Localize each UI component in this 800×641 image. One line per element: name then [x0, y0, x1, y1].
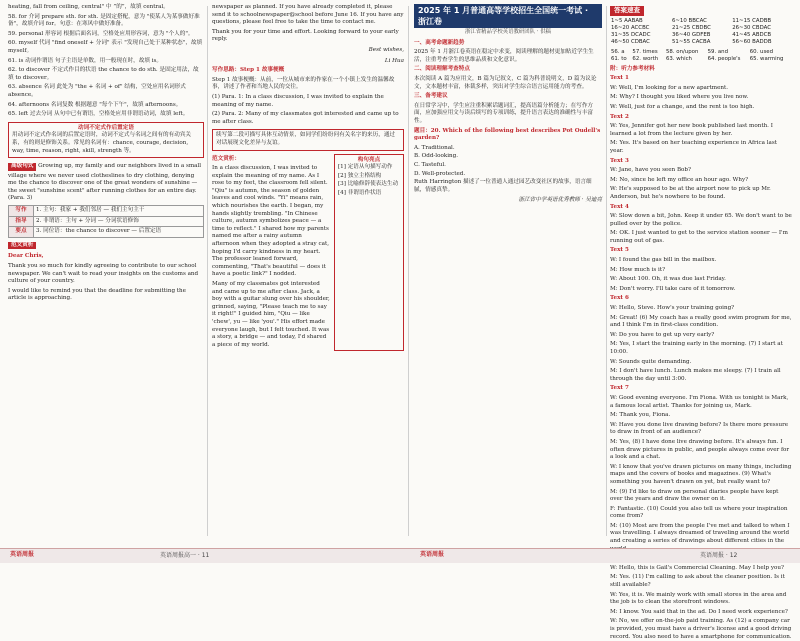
table-row: [9, 227, 204, 238]
letter-signature: Li Hua: [384, 57, 404, 64]
footer-page-left: 英语周报高一 · 11: [160, 552, 210, 559]
answer-word: 56. a: [611, 48, 625, 55]
table-row-label: 指导: [9, 216, 34, 227]
answer-range: 46~50 CDBAC: [611, 38, 650, 45]
listening-line: M: Don't worry. I'll take care of it tomorrow.: [610, 285, 736, 292]
writing-guide-table: [8, 205, 204, 238]
explanation-item: 58. for 介词 prepare sth. for sth. 是固定搭配，意为 "使某人为某事做好准备"，故填介词 for。句意：在寒风中做好准备。: [8, 13, 200, 28]
listening-line: W: I found the gas bill in the mailbox.: [610, 257, 717, 264]
question-prompt: 题目：20. Which of the following best describes Pot Oudell's garden?: [414, 127, 601, 142]
answer-option: B. Odd-looking.: [414, 153, 458, 160]
table-row: [9, 216, 204, 227]
column-divider: [606, 6, 607, 536]
question-options: [414, 145, 602, 178]
listening-line: W: He's supposed to be at the airport now to pick up Mr. Anderson, but he's nowhere to be found.: [610, 186, 771, 200]
column-1: [8, 4, 204, 544]
answer-range: 11~15 CADBB: [732, 17, 772, 24]
writing-steps: [212, 77, 404, 127]
listening-line: W: Do you have to get up very early?: [610, 331, 715, 338]
answer-word: 57. times: [632, 48, 658, 55]
answer-option: D. Well-protected.: [414, 170, 466, 177]
listening-line: M: I know. You said that in the ad. Do I need work experience?: [610, 608, 788, 615]
answer-range: 56~60 BADDB: [732, 38, 772, 45]
listening-line: F: Fantastic. (10) Could you also tell us where your inspiration come from?: [610, 505, 788, 520]
listening-text-title: Text 3: [610, 157, 629, 164]
listening-line: M: (10) Most are from the people I've met and talked to when I was travelling. I always dreamed of traveling around the world and creating a series of drawings about different cities in the: [610, 522, 790, 545]
answer-range: 16~20 ACCBC: [611, 24, 650, 31]
letter-paragraph: newspaper as planned. If you have already completed it, please send it to schoolnewspaper@school before June 16. If you have any questions, please feel free to take the time to contact me.: [212, 4, 404, 26]
listening-line: W: Hello, this is Gail's Commercial Cleaning. May I help you?: [610, 564, 784, 571]
table-row-label: 写作: [9, 206, 34, 217]
answer-range: 36~40 GDFEB: [671, 31, 711, 38]
table-row: [9, 206, 204, 217]
listening-line: W: Hello, Steve. How's your training going?: [610, 305, 735, 312]
writing-hint-text: 续写第二段可描写具体互动情景，如同学们纷纷问有关名字的来历，通过对话展现文化差异与友谊。: [216, 132, 396, 146]
publisher-logo: 英语周报: [10, 551, 35, 558]
listening-line: W: Jane, have you seen Bob?: [610, 167, 691, 174]
explanation-item: 61. is 动词作谓语 句子主语是单数，用一般现在时，故填 is。: [8, 57, 162, 64]
explanation-item: heating, fall from ceiling, central" 中 ”的”，故填 central。: [8, 4, 169, 10]
grammar-note-text: Growing up, my family and our neighbors lived in a small village where we never used clotheslines to dry clothing, denying me the chance to discover one of the great wonders of sunshine — the sweet "sunshine scent" after running clothes for an entire day. (Para. 3): [8, 163, 202, 202]
exam-subtitle: 浙江省精品学校英语教研团队 · 供稿: [464, 29, 551, 35]
page-divider: [408, 6, 409, 536]
explanation-item: 62. to discover 不定式作目的状语 the chance to do sth. 是固定用法，故填 to discover。: [8, 67, 199, 81]
listening-line: W: No, we offer on-the-job paid training. As (12) a company car is provided, you must have a driver's license and a good driving record. You also need to have a smartphone for communication.: [610, 618, 792, 640]
letter-paragraph: Thank you for your time and effort. Looking forward to your early reply.: [212, 28, 399, 43]
listening-line: W: Slow down a bit, John. Keep it under 65. We don't want to be pulled over by the police.: [610, 213, 792, 227]
explanation-item: 63. absence 名词 此处为 "the + 名词 + of" 结构，空处应用名词形式 absence。: [8, 84, 186, 98]
grammar-box-title: 动词不定式作后置定语: [78, 124, 134, 131]
sample-section: [212, 154, 404, 352]
highlight-item: [4] 非谓语作状语: [338, 189, 382, 196]
answer-explanations-top: [8, 4, 204, 56]
listening-text-title: Text 5: [610, 247, 629, 254]
listening-line: M: Yes. (11) I'm calling to ask about the cleaner position. Is it still available?: [610, 574, 785, 589]
highlight-item: [1] 定语从句描写动作: [338, 164, 393, 171]
listening-line: W: About 100. Oh, it was due last Friday.: [610, 276, 726, 283]
answer-words-table: [610, 49, 792, 63]
writing-step: Step 1 故事梗概：从前，一位从城市来的作家在一个小镇上发生的温馨故事，讲述了作者和当地人民的交往。: [212, 76, 395, 91]
writing-steps-title: 写作思路：Step 1 故事梗概: [212, 67, 285, 74]
highlights-sidebar: [334, 154, 404, 352]
listening-line: W: Well, I'm looking for a new apartment.: [610, 84, 729, 91]
listening-text-title: Text 4: [610, 203, 629, 210]
section-text: 在日常学习中，学生应注重积累话题词汇，提高语篇分析能力；在写作方面，应加强应用文与读后续写的专项训练，提升语言表达的准确性与丰富性。: [414, 102, 594, 124]
highlight-item: [3] 比喻修辞使表达生动: [338, 181, 399, 188]
footer-page-right: 英语周报 · 12: [700, 552, 738, 559]
highlight-item: [2] 独立主格结构: [338, 172, 382, 179]
listening-line: W: Good evening everyone. I'm Fiona. With us tonight is Mark, a famous local artist. Thanks for joining us, Mark.: [610, 394, 789, 409]
sample-title: 范文赏析：: [212, 155, 240, 162]
answer-word: 58. on/upon: [665, 48, 699, 55]
explanation-item: 64. afternoons 名词复数 根据题意 "每个下午"，故填 afternoons。: [8, 101, 182, 108]
letter-paragraph: I would like to remind you that the deadline for submitting the article is approaching.: [8, 287, 186, 302]
answer-range: 31~35 DCADC: [611, 31, 651, 38]
explanation-item: 60. myself 代词 "find oneself + 分词" 表示 "发现自己处于某种状态"，故填 myself。: [8, 40, 203, 54]
highlights-title: 构句亮点: [357, 156, 381, 163]
analysis-sections: [414, 40, 602, 126]
writing-step: (1) Para. 1: In a class discussion, I was invited to explain the meaning of my name.: [212, 93, 384, 108]
table-row-text: 2. 非谓语：主句 + 分词 — 分词状语修饰: [34, 216, 204, 227]
listening-title: 附：听力参考材料: [610, 65, 655, 72]
listening-line: W: Sounds quite demanding.: [610, 358, 692, 365]
answer-range: 41~45 ABDCB: [732, 31, 772, 38]
listening-line: W: I know that you've drawn pictures on many things, including maps and the covers of books and magazines. (9) What's something you haven't drawn on yet, but really want to?: [610, 463, 792, 485]
listening-line: M: OK. I just wanted to get to the service station sooner — I'm running out of gas.: [610, 230, 788, 244]
grammar-box: [8, 122, 204, 158]
listening-line: M: Yes, I start the training early in the morning. (7) I start at 10:00.: [610, 341, 783, 355]
explanation-item: 59. personal 形容词 根据后面名词，空格处应用形容词，意为 "个人的"。: [8, 30, 194, 37]
answer-option: C. Tasteful.: [414, 161, 446, 168]
answer-range: 26~30 CBDAC: [732, 24, 772, 31]
listening-line: W: Have you done live drawing before? Is there more pressure to draw in front of an audience?: [610, 421, 789, 436]
column-divider: [207, 6, 208, 536]
column-2: [212, 4, 404, 544]
answer-option: A. Traditional.: [414, 144, 455, 151]
answer-word: 60. used: [749, 48, 773, 55]
letter-body: [8, 263, 204, 303]
answer-word: 62. worth: [632, 55, 659, 62]
analysis-closing: Ruth Harrington 描述了一位普通人通过园艺改变社区的故事，语言细腻，情感真挚。: [414, 179, 592, 193]
grammar-box-text: 用动词不定式作名词的后置定语时，动词不定式与名词之间有的有动宾关系，有的则是修饰关系。常见的名词有：chance, courage, decision, way, time, reason, right, skill, strength 等。: [12, 132, 192, 154]
listening-line: M: No, since he left my office an hour ago. Why?: [610, 176, 749, 183]
listening-line: M: Yes, (8) I have done live drawing before. It's always fun. I often draw pictures in public, and people always come over for a look and a chat.: [610, 438, 790, 461]
listening-line: M: Great! (6) My coach has a really good swim program for me, and I think I'm in first-class condition.: [610, 314, 792, 329]
listening-text-title: Text 2: [610, 113, 629, 120]
answer-word: 59. and: [707, 48, 729, 55]
explanation-item: 65. left 过去分词 从句中已有谓语，空格处应用非谓语动词，故填 left。: [8, 111, 189, 118]
listening-line: M: (9) I'd like to draw on personal diaries people have kept over the years and draw the owner on it.: [610, 488, 779, 503]
column-3: [414, 4, 602, 544]
answer-range: 21~25 CBDBC: [671, 24, 711, 31]
listening-line: M: I don't have lunch. Lunch makes me sleepy. (7) I train all through the day until 3:00.: [610, 368, 781, 382]
listening-line: W: Yes, it is. We mainly work with small stores in the area and the job is to clean the storefront windows.: [610, 591, 787, 606]
answer-key-table: [610, 18, 792, 46]
answer-word: 61. to: [611, 55, 627, 62]
publisher-logo: 英语周报: [420, 551, 445, 558]
footer-strip-right: [400, 548, 800, 563]
letter-continued: [212, 4, 404, 44]
answer-key-title: 答案速查: [610, 6, 644, 16]
listening-line: W: Yes, Jennifer got her new book published last month. I learned a lot from the lecture given by her.: [610, 123, 773, 137]
listening-line: M: Why? I thought you liked where you live now.: [610, 94, 749, 101]
section-title: 三、备考建议: [414, 93, 448, 100]
answer-word: 63. which: [665, 55, 692, 62]
writing-hint-box: [212, 129, 404, 150]
table-row-label: 要点: [9, 227, 34, 238]
answer-explanations: [8, 58, 204, 119]
grammar-note-label: 高级句式: [8, 163, 36, 171]
exam-title: 2025 年 1 月普通高等学校招生全国统一考试 · 浙江卷: [414, 4, 602, 28]
listening-text-title: Text 6: [610, 295, 629, 302]
section-title: 二、阅读理解考查特点: [414, 66, 470, 73]
listening-text-title: Text 7: [610, 385, 629, 392]
section-text: 2025 年 1 月浙江卷英语在稳定中求变，阅读理解的题材更加贴近学生生活，注重考查学生的思维品质和文化意识。: [414, 49, 594, 63]
table-row-text: 3. 同位语：the chance to discover — 后置定语: [34, 227, 204, 238]
letter-paragraph: Thank you so much for kindly agreeing to contribute to our school newspaper. We can't wait to read your insights on the customs and culture of your country.: [8, 263, 199, 285]
answer-range: 6~10 BBCAC: [671, 17, 707, 24]
highlights-list: [338, 164, 400, 197]
listening-line: M: How much is it?: [610, 266, 666, 273]
listening-line: M: Yes. It's based on her teaching experience in Africa last year.: [610, 140, 778, 154]
letter-signoff: Best wishes,: [368, 46, 404, 53]
author-credit: 浙江省中学英语优秀教师 · 吴迪亮: [518, 197, 602, 204]
listening-line: W: Well, just for a change, and the rent is too high.: [610, 103, 755, 110]
sample-paragraph-2: Many of my classmates got interested and came up to me after class. Jack, a boy with a guitar slung over his shoulder, grinned, saying, "Please teach me to say it right!" I guided him, "Qiu — like 'chew', yu — like 'you'." His effort made everyone laugh, but I felt touched. It was a story, a bridge — and today, I'd shared a piece of my world.: [212, 281, 330, 348]
answer-word: 65. warming: [749, 55, 784, 62]
answer-range: 1~5 AABAB: [611, 17, 643, 24]
answer-word: 64. people's: [707, 55, 741, 62]
letter-greeting: Dear Chris,: [8, 253, 44, 260]
section-title: 一、高考命题新趋势: [414, 39, 465, 46]
sample-paragraph-1: In a class discussion, I was invited to explain the meaning of my name. As I rose to my feet, the classroom fell silent. "Qiu" is autumn, the season of golden leaves and cool winds. "Yi" means rain, which nourishes the earth. I began, my hands slightly trembling. "In Chinese culture, autumn symbolizes peace — a time to reflect." I shared how my parents named me after a rainy autumn afternoon when they adopted a stray cat, hoping I'd carry kindness in my heart. The professor leaned forward, commenting, "That's beautiful — does it have a poetic link?" I nodded.: [212, 165, 329, 278]
sample-essay-title: 范文赏析: [8, 242, 36, 250]
table-row-text: 1. 主句：我家 + 我们邻居 — 我们主句主干: [34, 206, 204, 217]
listening-line: M: Thank you, Fiona.: [610, 412, 671, 419]
answer-range: 51~55 CACBA: [671, 38, 711, 45]
section-text: 本次阅读 A 篇为应用文，B 篇为记叙文，C 篇为科普说明文，D 篇为议论文，文本题材丰富，体裁多样，突出对学生综合语言运用能力的考查。: [414, 75, 597, 90]
listening-text-title: Text 1: [610, 75, 629, 82]
writing-step: (2) Para. 2: Many of my classmates got interested and came up to me after class.: [212, 111, 399, 125]
